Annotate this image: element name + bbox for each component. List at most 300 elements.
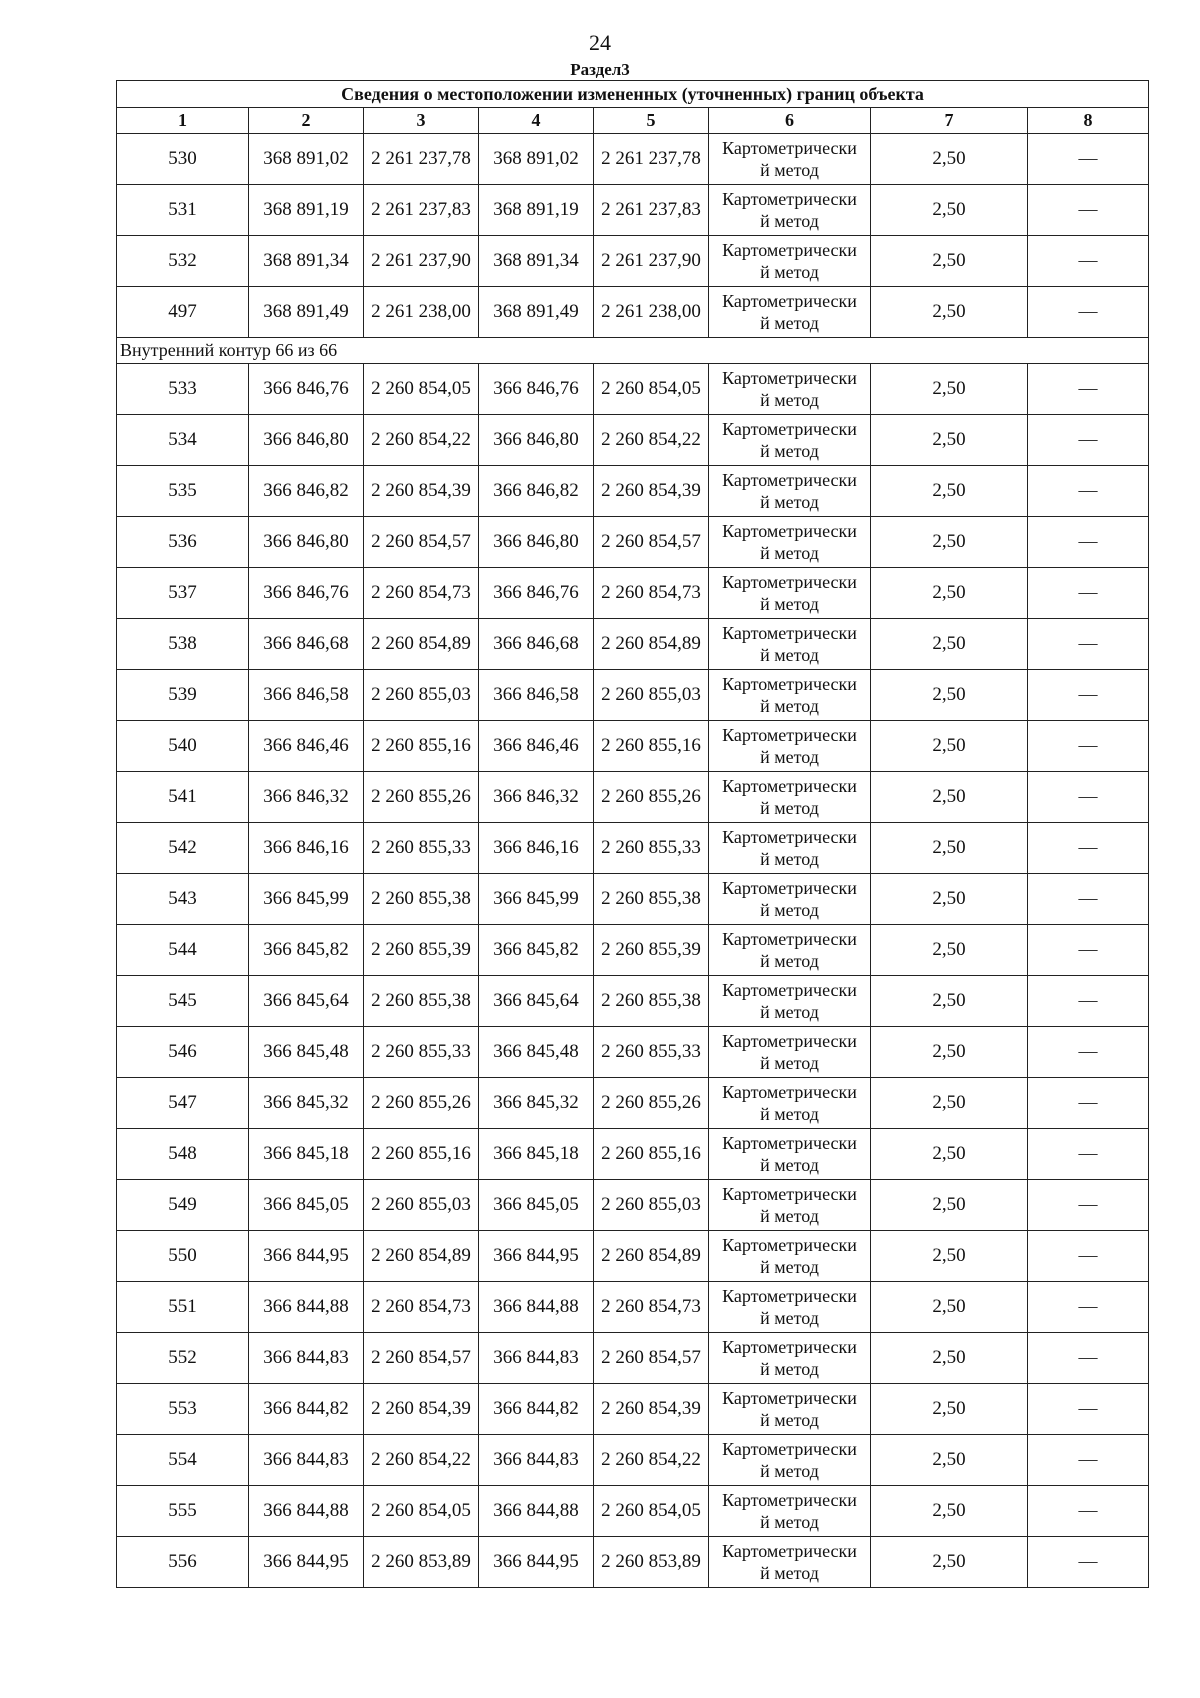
- method-cell: [709, 1486, 871, 1537]
- updated-y-cell: 2 260 855,26: [594, 1078, 709, 1129]
- updated-y-cell: 2 260 854,57: [594, 1333, 709, 1384]
- column-number: 7: [871, 108, 1028, 134]
- method-line-2: й метод: [760, 747, 819, 767]
- accuracy-cell: 2,50: [871, 1486, 1028, 1537]
- existing-x-cell: 366 846,32: [249, 772, 364, 823]
- description-cell: —: [1028, 1027, 1149, 1078]
- description-cell: —: [1028, 1231, 1149, 1282]
- existing-x-cell: 366 844,83: [249, 1333, 364, 1384]
- accuracy-cell: 2,50: [871, 976, 1028, 1027]
- updated-x-cell: 366 845,32: [479, 1078, 594, 1129]
- method-line-1: Картометрически: [722, 240, 857, 260]
- updated-x-cell: 366 846,76: [479, 568, 594, 619]
- updated-y-cell: 2 260 855,16: [594, 721, 709, 772]
- point-number-cell: 554: [117, 1435, 249, 1486]
- updated-x-cell: 366 846,58: [479, 670, 594, 721]
- accuracy-cell: 2,50: [871, 1537, 1028, 1588]
- method-cell: [709, 1180, 871, 1231]
- accuracy-cell: 2,50: [871, 1129, 1028, 1180]
- existing-y-cell: 2 261 237,90: [364, 236, 479, 287]
- updated-y-cell: 2 260 854,89: [594, 1231, 709, 1282]
- table-row: [117, 670, 1149, 721]
- method-line-1: Картометрически: [722, 1235, 857, 1255]
- updated-y-cell: 2 260 854,22: [594, 1435, 709, 1486]
- method-cell: [709, 1435, 871, 1486]
- updated-x-cell: 366 844,88: [479, 1282, 594, 1333]
- accuracy-cell: 2,50: [871, 1078, 1028, 1129]
- method-line-1: Картометрически: [722, 291, 857, 311]
- updated-x-cell: 368 891,02: [479, 134, 594, 185]
- existing-y-cell: 2 260 854,57: [364, 1333, 479, 1384]
- method-cell: [709, 134, 871, 185]
- accuracy-cell: 2,50: [871, 721, 1028, 772]
- method-line-2: й метод: [760, 1410, 819, 1430]
- existing-y-cell: 2 260 854,05: [364, 364, 479, 415]
- existing-x-cell: 366 844,88: [249, 1486, 364, 1537]
- method-cell: [709, 1231, 871, 1282]
- column-number: 1: [117, 108, 249, 134]
- existing-y-cell: 2 260 854,73: [364, 1282, 479, 1333]
- method-line-2: й метод: [760, 1002, 819, 1022]
- updated-x-cell: 368 891,34: [479, 236, 594, 287]
- method-line-2: й метод: [760, 1359, 819, 1379]
- existing-x-cell: 366 846,80: [249, 415, 364, 466]
- accuracy-cell: 2,50: [871, 287, 1028, 338]
- column-number: 4: [479, 108, 594, 134]
- point-number-cell: 548: [117, 1129, 249, 1180]
- description-cell: —: [1028, 976, 1149, 1027]
- table-row: [117, 287, 1149, 338]
- method-cell: [709, 1027, 871, 1078]
- existing-x-cell: 366 846,82: [249, 466, 364, 517]
- table-row: [117, 874, 1149, 925]
- method-line-2: й метод: [760, 1104, 819, 1124]
- table-row: [117, 134, 1149, 185]
- updated-y-cell: 2 260 854,89: [594, 619, 709, 670]
- table-row: [117, 1231, 1149, 1282]
- updated-y-cell: 2 260 854,73: [594, 568, 709, 619]
- existing-x-cell: 366 846,16: [249, 823, 364, 874]
- table-row: [117, 185, 1149, 236]
- updated-x-cell: 366 846,16: [479, 823, 594, 874]
- method-line-2: й метод: [760, 262, 819, 282]
- updated-y-cell: 2 260 854,73: [594, 1282, 709, 1333]
- updated-x-cell: 366 844,95: [479, 1537, 594, 1588]
- updated-x-cell: 366 844,88: [479, 1486, 594, 1537]
- table-row: [117, 1027, 1149, 1078]
- updated-x-cell: 366 845,48: [479, 1027, 594, 1078]
- description-cell: —: [1028, 772, 1149, 823]
- updated-x-cell: 366 846,80: [479, 517, 594, 568]
- description-cell: —: [1028, 415, 1149, 466]
- method-line-2: й метод: [760, 1512, 819, 1532]
- updated-y-cell: 2 260 855,33: [594, 1027, 709, 1078]
- existing-y-cell: 2 260 854,39: [364, 1384, 479, 1435]
- description-cell: —: [1028, 517, 1149, 568]
- table-row: [117, 772, 1149, 823]
- existing-x-cell: 366 845,48: [249, 1027, 364, 1078]
- method-cell: [709, 568, 871, 619]
- method-cell: [709, 466, 871, 517]
- updated-y-cell: 2 260 855,38: [594, 874, 709, 925]
- updated-y-cell: 2 260 855,16: [594, 1129, 709, 1180]
- table-row: [117, 236, 1149, 287]
- description-cell: —: [1028, 721, 1149, 772]
- existing-x-cell: 366 844,95: [249, 1537, 364, 1588]
- method-line-1: Картометрически: [722, 1490, 857, 1510]
- point-number-cell: 550: [117, 1231, 249, 1282]
- point-number-cell: 555: [117, 1486, 249, 1537]
- existing-y-cell: 2 261 237,78: [364, 134, 479, 185]
- method-line-1: Картометрически: [722, 776, 857, 796]
- updated-y-cell: 2 260 855,03: [594, 1180, 709, 1231]
- existing-x-cell: 366 845,05: [249, 1180, 364, 1231]
- existing-x-cell: 366 845,64: [249, 976, 364, 1027]
- method-cell: [709, 874, 871, 925]
- point-number-cell: 545: [117, 976, 249, 1027]
- updated-y-cell: 2 260 855,03: [594, 670, 709, 721]
- updated-y-cell: 2 260 854,39: [594, 466, 709, 517]
- method-cell: [709, 415, 871, 466]
- table-row: [117, 976, 1149, 1027]
- method-line-2: й метод: [760, 645, 819, 665]
- updated-x-cell: 366 844,95: [479, 1231, 594, 1282]
- table-row: [117, 364, 1149, 415]
- coordinates-table: [116, 80, 1149, 1588]
- method-line-1: Картометрически: [722, 1082, 857, 1102]
- method-line-1: Картометрически: [722, 1337, 857, 1357]
- point-number-cell: 535: [117, 466, 249, 517]
- table-row: [117, 1129, 1149, 1180]
- existing-y-cell: 2 261 237,83: [364, 185, 479, 236]
- existing-y-cell: 2 260 854,39: [364, 466, 479, 517]
- method-line-2: й метод: [760, 160, 819, 180]
- accuracy-cell: 2,50: [871, 466, 1028, 517]
- updated-y-cell: 2 260 855,38: [594, 976, 709, 1027]
- point-number-cell: 539: [117, 670, 249, 721]
- method-line-2: й метод: [760, 1053, 819, 1073]
- existing-x-cell: 368 891,02: [249, 134, 364, 185]
- accuracy-cell: 2,50: [871, 134, 1028, 185]
- method-line-1: Картометрически: [722, 980, 857, 1000]
- updated-y-cell: 2 260 853,89: [594, 1537, 709, 1588]
- existing-y-cell: 2 260 855,26: [364, 772, 479, 823]
- point-number-cell: 553: [117, 1384, 249, 1435]
- description-cell: —: [1028, 236, 1149, 287]
- accuracy-cell: 2,50: [871, 364, 1028, 415]
- point-number-cell: 530: [117, 134, 249, 185]
- method-line-1: Картометрически: [722, 929, 857, 949]
- method-line-1: Картометрически: [722, 674, 857, 694]
- description-cell: —: [1028, 1486, 1149, 1537]
- method-cell: [709, 976, 871, 1027]
- accuracy-cell: 2,50: [871, 1027, 1028, 1078]
- accuracy-cell: 2,50: [871, 568, 1028, 619]
- existing-y-cell: 2 260 855,33: [364, 823, 479, 874]
- table-row: [117, 1078, 1149, 1129]
- method-line-2: й метод: [760, 1257, 819, 1277]
- accuracy-cell: 2,50: [871, 1333, 1028, 1384]
- method-line-1: Картометрически: [722, 623, 857, 643]
- accuracy-cell: 2,50: [871, 619, 1028, 670]
- point-number-cell: 551: [117, 1282, 249, 1333]
- method-cell: [709, 619, 871, 670]
- table-row: [117, 619, 1149, 670]
- accuracy-cell: 2,50: [871, 874, 1028, 925]
- existing-x-cell: 366 845,82: [249, 925, 364, 976]
- method-line-2: й метод: [760, 441, 819, 461]
- updated-x-cell: 366 844,83: [479, 1333, 594, 1384]
- updated-x-cell: 366 846,76: [479, 364, 594, 415]
- existing-x-cell: 366 846,80: [249, 517, 364, 568]
- existing-x-cell: 366 845,18: [249, 1129, 364, 1180]
- existing-y-cell: 2 260 855,16: [364, 721, 479, 772]
- existing-x-cell: 366 844,83: [249, 1435, 364, 1486]
- column-number: 2: [249, 108, 364, 134]
- table-row: [117, 466, 1149, 517]
- point-number-cell: 544: [117, 925, 249, 976]
- existing-y-cell: 2 260 854,05: [364, 1486, 479, 1537]
- method-cell: [709, 364, 871, 415]
- point-number-cell: 540: [117, 721, 249, 772]
- column-number: 6: [709, 108, 871, 134]
- existing-y-cell: 2 260 854,22: [364, 1435, 479, 1486]
- column-number: 3: [364, 108, 479, 134]
- description-cell: —: [1028, 287, 1149, 338]
- method-line-1: Картометрически: [722, 138, 857, 158]
- point-number-cell: 533: [117, 364, 249, 415]
- method-cell: [709, 287, 871, 338]
- method-cell: [709, 1384, 871, 1435]
- method-line-2: й метод: [760, 1308, 819, 1328]
- updated-x-cell: 366 845,18: [479, 1129, 594, 1180]
- method-line-2: й метод: [760, 849, 819, 869]
- existing-y-cell: 2 260 855,38: [364, 874, 479, 925]
- method-cell: [709, 721, 871, 772]
- existing-y-cell: 2 260 854,73: [364, 568, 479, 619]
- updated-x-cell: 366 845,82: [479, 925, 594, 976]
- updated-y-cell: 2 260 854,05: [594, 364, 709, 415]
- point-number-cell: 547: [117, 1078, 249, 1129]
- description-cell: —: [1028, 1537, 1149, 1588]
- method-cell: [709, 1282, 871, 1333]
- column-number: 8: [1028, 108, 1149, 134]
- point-number-cell: 552: [117, 1333, 249, 1384]
- existing-y-cell: 2 260 853,89: [364, 1537, 479, 1588]
- updated-y-cell: 2 261 237,83: [594, 185, 709, 236]
- method-cell: [709, 1129, 871, 1180]
- point-number-cell: 536: [117, 517, 249, 568]
- description-cell: —: [1028, 1435, 1149, 1486]
- point-number-cell: 542: [117, 823, 249, 874]
- existing-x-cell: 366 845,99: [249, 874, 364, 925]
- updated-x-cell: 366 846,80: [479, 415, 594, 466]
- method-cell: [709, 823, 871, 874]
- table-caption: Сведения о местоположении измененных (уточненных) границ объекта: [117, 81, 1149, 108]
- description-cell: —: [1028, 670, 1149, 721]
- method-line-2: й метод: [760, 951, 819, 971]
- existing-y-cell: 2 260 855,16: [364, 1129, 479, 1180]
- description-cell: —: [1028, 874, 1149, 925]
- point-number-cell: 543: [117, 874, 249, 925]
- accuracy-cell: 2,50: [871, 772, 1028, 823]
- table-body: [117, 134, 1149, 1588]
- method-line-2: й метод: [760, 1563, 819, 1583]
- updated-y-cell: 2 260 854,22: [594, 415, 709, 466]
- contour-label: Внутренний контур 66 из 66: [117, 338, 1149, 364]
- method-cell: [709, 517, 871, 568]
- method-line-2: й метод: [760, 1206, 819, 1226]
- table-row: [117, 517, 1149, 568]
- accuracy-cell: 2,50: [871, 670, 1028, 721]
- accuracy-cell: 2,50: [871, 1435, 1028, 1486]
- method-line-1: Картометрически: [722, 1031, 857, 1051]
- existing-x-cell: 368 891,34: [249, 236, 364, 287]
- method-line-1: Картометрически: [722, 1184, 857, 1204]
- accuracy-cell: 2,50: [871, 415, 1028, 466]
- updated-x-cell: 366 846,68: [479, 619, 594, 670]
- table-row: [117, 1435, 1149, 1486]
- method-line-1: Картометрически: [722, 572, 857, 592]
- table-row: [117, 823, 1149, 874]
- description-cell: —: [1028, 1180, 1149, 1231]
- existing-y-cell: 2 260 854,89: [364, 619, 479, 670]
- method-line-2: й метод: [760, 1461, 819, 1481]
- existing-y-cell: 2 260 855,39: [364, 925, 479, 976]
- method-cell: [709, 185, 871, 236]
- method-line-1: Картометрически: [722, 1541, 857, 1561]
- table-row: [117, 415, 1149, 466]
- updated-y-cell: 2 260 855,26: [594, 772, 709, 823]
- updated-x-cell: 366 846,46: [479, 721, 594, 772]
- existing-y-cell: 2 260 855,03: [364, 1180, 479, 1231]
- existing-y-cell: 2 260 854,22: [364, 415, 479, 466]
- description-cell: —: [1028, 1129, 1149, 1180]
- method-line-2: й метод: [760, 211, 819, 231]
- updated-y-cell: 2 261 238,00: [594, 287, 709, 338]
- method-line-2: й метод: [760, 594, 819, 614]
- method-line-2: й метод: [760, 543, 819, 563]
- updated-x-cell: 368 891,49: [479, 287, 594, 338]
- point-number-cell: 532: [117, 236, 249, 287]
- existing-y-cell: 2 260 855,38: [364, 976, 479, 1027]
- method-line-1: Картометрически: [722, 878, 857, 898]
- existing-x-cell: 366 844,88: [249, 1282, 364, 1333]
- description-cell: —: [1028, 823, 1149, 874]
- updated-x-cell: 366 846,32: [479, 772, 594, 823]
- method-cell: [709, 772, 871, 823]
- method-line-2: й метод: [760, 900, 819, 920]
- existing-y-cell: 2 260 854,57: [364, 517, 479, 568]
- page-number: 24: [589, 30, 611, 55]
- method-cell: [709, 1333, 871, 1384]
- updated-y-cell: 2 260 855,33: [594, 823, 709, 874]
- updated-y-cell: 2 260 854,39: [594, 1384, 709, 1435]
- existing-x-cell: 366 845,32: [249, 1078, 364, 1129]
- description-cell: —: [1028, 1282, 1149, 1333]
- column-number: 5: [594, 108, 709, 134]
- method-cell: [709, 1537, 871, 1588]
- existing-y-cell: 2 260 854,89: [364, 1231, 479, 1282]
- table-row: [117, 1180, 1149, 1231]
- updated-x-cell: 366 845,99: [479, 874, 594, 925]
- method-line-1: Картометрически: [722, 419, 857, 439]
- existing-y-cell: 2 260 855,33: [364, 1027, 479, 1078]
- method-line-1: Картометрически: [722, 1439, 857, 1459]
- accuracy-cell: 2,50: [871, 517, 1028, 568]
- updated-x-cell: 366 846,82: [479, 466, 594, 517]
- description-cell: —: [1028, 925, 1149, 976]
- method-line-1: Картометрически: [722, 725, 857, 745]
- method-line-1: Картометрически: [722, 470, 857, 490]
- accuracy-cell: 2,50: [871, 1282, 1028, 1333]
- updated-y-cell: 2 260 855,39: [594, 925, 709, 976]
- method-line-2: й метод: [760, 390, 819, 410]
- contour-row: [117, 338, 1149, 364]
- point-number-cell: 546: [117, 1027, 249, 1078]
- description-cell: —: [1028, 185, 1149, 236]
- method-line-1: Картометрически: [722, 521, 857, 541]
- table-row: [117, 568, 1149, 619]
- accuracy-cell: 2,50: [871, 236, 1028, 287]
- method-line-1: Картометрически: [722, 1388, 857, 1408]
- updated-y-cell: 2 261 237,90: [594, 236, 709, 287]
- description-cell: —: [1028, 466, 1149, 517]
- point-number-cell: 541: [117, 772, 249, 823]
- point-number-cell: 537: [117, 568, 249, 619]
- existing-x-cell: 366 846,76: [249, 364, 364, 415]
- updated-x-cell: 366 844,82: [479, 1384, 594, 1435]
- accuracy-cell: 2,50: [871, 1180, 1028, 1231]
- existing-x-cell: 368 891,49: [249, 287, 364, 338]
- point-number-cell: 538: [117, 619, 249, 670]
- description-cell: —: [1028, 568, 1149, 619]
- accuracy-cell: 2,50: [871, 823, 1028, 874]
- table-row: [117, 1282, 1149, 1333]
- method-line-1: Картометрически: [722, 1133, 857, 1153]
- existing-x-cell: 366 844,82: [249, 1384, 364, 1435]
- method-line-2: й метод: [760, 492, 819, 512]
- method-cell: [709, 236, 871, 287]
- method-line-2: й метод: [760, 313, 819, 333]
- table-row: [117, 1384, 1149, 1435]
- accuracy-cell: 2,50: [871, 925, 1028, 976]
- point-number-cell: 534: [117, 415, 249, 466]
- method-line-1: Картометрически: [722, 827, 857, 847]
- existing-x-cell: 366 846,58: [249, 670, 364, 721]
- table-row: [117, 1486, 1149, 1537]
- existing-x-cell: 366 844,95: [249, 1231, 364, 1282]
- updated-y-cell: 2 260 854,57: [594, 517, 709, 568]
- existing-x-cell: 366 846,76: [249, 568, 364, 619]
- section-title: Раздел3: [570, 60, 630, 79]
- existing-y-cell: 2 260 855,26: [364, 1078, 479, 1129]
- accuracy-cell: 2,50: [871, 1231, 1028, 1282]
- method-line-2: й метод: [760, 696, 819, 716]
- method-cell: [709, 670, 871, 721]
- description-cell: —: [1028, 134, 1149, 185]
- method-line-2: й метод: [760, 1155, 819, 1175]
- table-row: [117, 1333, 1149, 1384]
- method-line-1: Картометрически: [722, 189, 857, 209]
- point-number-cell: 531: [117, 185, 249, 236]
- updated-x-cell: 366 845,64: [479, 976, 594, 1027]
- existing-x-cell: 366 846,68: [249, 619, 364, 670]
- accuracy-cell: 2,50: [871, 1384, 1028, 1435]
- updated-x-cell: 368 891,19: [479, 185, 594, 236]
- method-cell: [709, 925, 871, 976]
- existing-x-cell: 366 846,46: [249, 721, 364, 772]
